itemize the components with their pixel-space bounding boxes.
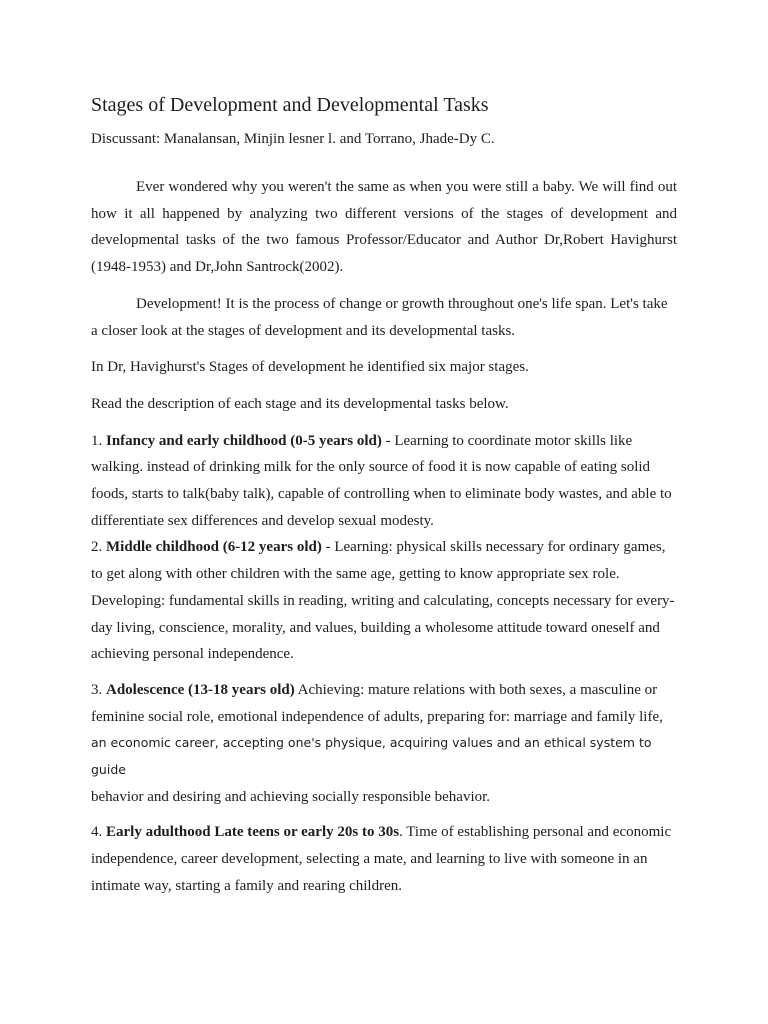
stage-1-heading: Infancy and early childhood (0-5 years old) <box>106 432 382 449</box>
document-body <box>91 174 677 900</box>
stage-3-text-a: Achieving: mature relations with both sexes, a masculine or feminine social role, emotional independence of adults, preparing for: marriage and family life, <box>91 681 663 725</box>
discussant-line: Discussant: Manalansan, Minjin lesner l. and Torrano, Jhade-Dy C. <box>91 131 495 147</box>
stage-2-paragraph <box>91 534 677 668</box>
stage-3-heading: Adolescence (13-18 years old) <box>106 681 295 698</box>
stage-4-text: . Time of establishing personal and economic independence, career development, selecting a mate, and learning to live with someone in an intimate way, starting a family and rearing children. <box>91 824 672 894</box>
stage-1-number: 1. <box>91 432 103 449</box>
stage-3-text-c: behavior and desiring and achieving socially responsible behavior. <box>91 788 491 805</box>
havighurst-intro-paragraph: In Dr, Havighurst's Stages of development he identified six major stages. <box>91 359 529 376</box>
stage-4-number: 4. <box>91 824 103 841</box>
development-paragraph: Development! It is the process of change or growth throughout one's life span. Let's take a closer look at the stages of development and its developmental tasks. <box>91 295 668 339</box>
stage-4-paragraph <box>91 819 677 899</box>
stage-2-heading: Middle childhood (6-12 years old) <box>106 539 322 556</box>
read-instruction-paragraph: Read the description of each stage and its developmental tasks below. <box>91 395 509 412</box>
stage-2-text: - Learning: physical skills necessary for ordinary games, to get along with other children with the same age, getting to know appropriate sex role. Developing: fundamental skills in reading, writing and calculating, concepts necessary for every-day living, conscience, morality, and values, building a wholesome attitude toward oneself and achieving personal independence. <box>91 539 675 663</box>
stage-1-text: - Learning to coordinate motor skills like walking. instead of drinking milk for the only source of food it is now capable of eating solid foods, starts to talk(baby talk), capable of controlling when to eliminate body wastes, and able to differentiate sex differences and develop sexual modesty. <box>91 432 672 529</box>
stage-4-heading: Early adulthood Late teens or early 20s to 30s <box>106 824 400 841</box>
intro-paragraph: Ever wondered why you weren't the same as when you were still a baby. We will find out how it all happened by analyzing two different versions of the stages of development and developmental tasks of the two famous Professor/Educator and Author Dr,Robert Havighurst (1948-1953) and Dr,John Santrock(2002). <box>91 179 677 276</box>
stage-2-number: 2. <box>91 539 103 556</box>
document-title: Stages of Development and Developmental Tasks <box>91 94 489 116</box>
stage-3-text-b: an economic career, accepting one's physique, acquiring values and an ethical system to guide <box>91 735 652 778</box>
stage-3-number: 3. <box>91 681 103 698</box>
stage-3-paragraph <box>91 677 677 811</box>
stage-1-paragraph <box>91 428 677 535</box>
